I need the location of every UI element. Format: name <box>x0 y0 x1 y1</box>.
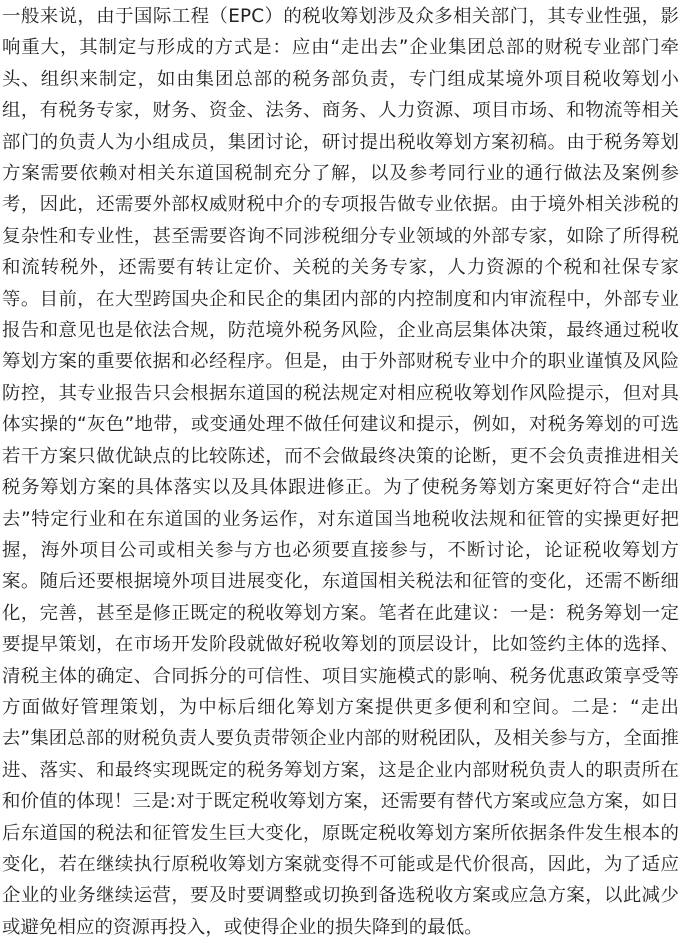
article-paragraph: 一般来说，由于国际工程（EPC）的税收筹划涉及众多相关部门，其专业性强，影响重大，其制定与形成的方式是：应由“走出去”企业集团总部的财税专业部门牵头、组织来制定，如由集团总部的税务部负责，专门组成某境外项目税收筹划小组，有税务专家，财务、资金、法务、商务、人力资源、项目市场、和物流等相关部门的负责人为小组成员，集团讨论，研讨提出税收筹划方案初稿。由于税务筹划方案需要依赖对相关东道国税制充分了解，以及参考同行业的通行做法及案例参考，因此，还需要外部权威财税中介的专项报告做专业依据。由于境外相关涉税的复杂性和专业性，甚至需要咨询不同涉税细分专业领域的外部专家，如除了所得税和流转税外，还需要有转让定价、关税的关务专家，人力资源的个税和社保专家等。目前，在大型跨国央企和民企的集团内部的内控制度和内审流程中，外部专业报告和意见也是依法合规，防范境外税务风险，企业高层集体决策，最终通过税收筹划方案的重要依据和必经程序。但是，由于外部财税专业中介的职业谨慎及风险防控，其专业报告只会根据东道国的税法规定对相应税收筹划作风险提示，但对具体实操的“灰色”地带，或变通处理不做任何建议和提示，例如，对税务筹划的可选若干方案只做优缺点的比较陈述，而不会做最终决策的论断，更不会负责推进相关税务筹划方案的具体落实以及具体跟进修正。为了使税务筹划方案更好符合“走出去”特定行业和在东道国的业务运作，对东道国当地税收法规和征管的实操更好把握，海外项目公司或相关参与方也必须要直接参与，不断讨论，论证税收筹划方案。随后还要根据境外项目进展变化，东道国相关税法和征管的变化，还需不断细化，完善，甚至是修正既定的税收筹划方案。笔者在此建议：一是：税务筹划一定要提早策划，在市场开发阶段就做好税收筹划的顶层设计，比如签约主体的选择、清税主体的确定、合同拆分的可信性、项目实施模式的影响、税务优惠政策享受等方面做好管理策划，为中标后细化筹划方案提供更多便利和空间。二是：“走出去”集团总部的财税负责人要负责带领企业内部的财税团队，及相关参与方，全面推进、落实、和最终实现既定的税务筹划方案，这是企业内部财税负责人的职责所在和价值的体现！三是:对于既定税收筹划方案，还需要有替代方案或应急方案，如日后东道国的税法和征管发生巨大变化，原既定税收筹划方案所依据条件发生根本的变化，若在继续执行原税收筹划方案就变得不可能或是代价很高，因此，为了适应企业的业务继续运营，要及时要调整或切换到备选税收方案或应急方案，以此减少或避免相应的资源再投入，或使得企业的损失降到的最低。 <box>2 6 679 938</box>
